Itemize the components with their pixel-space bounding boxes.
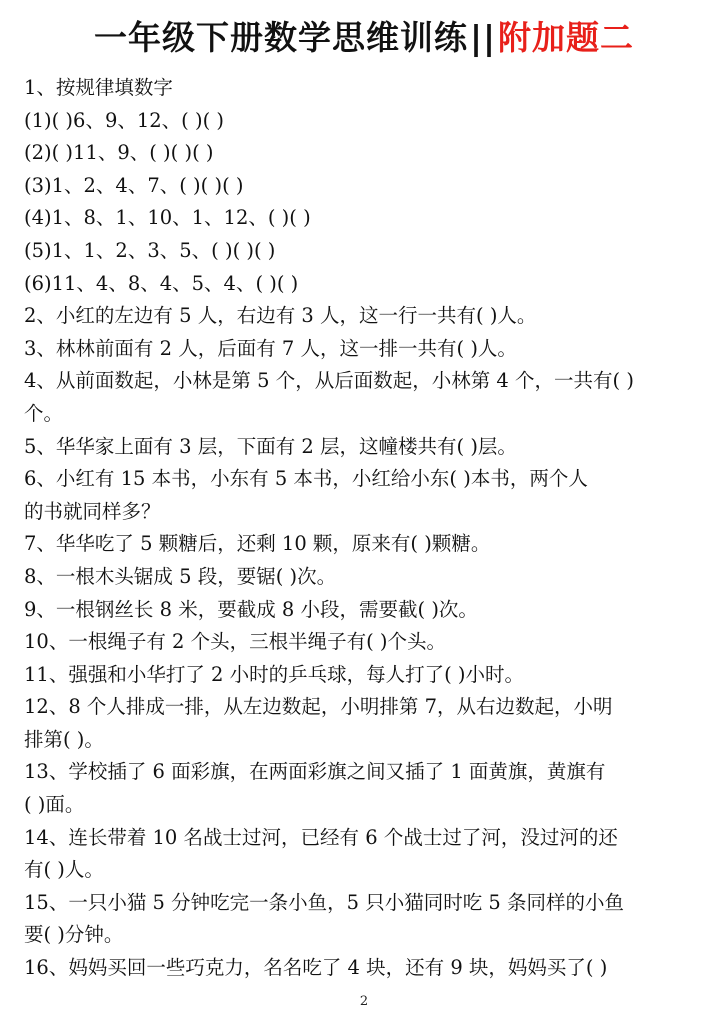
pattern-item-3: (3)1、2、4、7、( )( )( )	[24, 173, 244, 197]
title-highlight: 附加题二	[498, 18, 635, 57]
question-11: 11、强强和小华打了 2 小时的乒乓球，每人打了( )小时。	[24, 662, 525, 686]
question-6-line-2: 的书就同样多？	[24, 499, 161, 523]
pattern-item-5: (5)1、1、2、3、5、( )( )( )	[24, 238, 276, 262]
question-9: 9、一根钢丝长 8 米，要截成 8 小段，需要截( )次。	[24, 597, 478, 621]
question-6-line-1: 6、小红有 15 本书，小东有 5 本书，小红给小东( )本书，两个人	[24, 467, 588, 491]
pattern-item-6: (6)11、4、8、4、5、4、( )( )	[24, 271, 299, 295]
pattern-item-1: (1)( )6、9、12、( )( )	[24, 108, 224, 132]
question-15-line-2: 要( )分钟。	[24, 923, 124, 947]
page-number: 2	[359, 994, 369, 1009]
page-title	[0, 14, 728, 62]
question-4-line-1: 4、从前面数起，小林是第 5 个，从后面数起，小林第 4 个，一共有( )	[24, 369, 634, 393]
section-heading: 1、按规律填数字	[24, 76, 173, 99]
question-2: 2、小红的左边有 5 人，右边有 3 人，这一行一共有( )人。	[24, 304, 537, 328]
question-4-line-2: 个。	[24, 401, 64, 425]
title-main: 一年级下册数学思维训练	[93, 18, 468, 57]
question-16: 16、妈妈买回一些巧克力，名名吃了 4 块，还有 9 块，妈妈买了( )	[24, 956, 608, 980]
question-14-line-2: 有( )人。	[24, 858, 104, 882]
title-separator: ||	[469, 18, 497, 57]
question-10: 10、一根绳子有 2 个头，三根半绳子有( )个头。	[24, 630, 447, 654]
question-5: 5、华华家上面有 3 层，下面有 2 层，这幢楼共有( )层。	[24, 434, 517, 458]
pattern-item-2: (2)( )11、9、( )( )( )	[24, 141, 214, 165]
question-15-line-1: 15、一只小猫 5 分钟吃完一条小鱼，5 只小猫同时吃 5 条同样的小鱼	[24, 890, 625, 914]
pattern-item-4: (4)1、8、1、10、1、12、( )( )	[24, 206, 311, 230]
question-12-line-2: 排第( )。	[24, 727, 104, 751]
question-12-line-1: 12、8 个人排成一排，从左边数起，小明排第 7，从右边数起，小明	[24, 695, 613, 719]
question-8: 8、一根木头锯成 5 段，要锯( )次。	[24, 564, 337, 588]
question-7: 7、华华吃了 5 颗糖后，还剩 10 颗，原来有( )颗糖。	[24, 532, 491, 556]
question-14-line-1: 14、连长带着 10 名战士过河，已经有 6 个战士过了河，没过河的还	[24, 825, 618, 849]
question-list	[24, 72, 706, 985]
question-13-line-1: 13、学校插了 6 面彩旗，在两面彩旗之间又插了 1 面黄旗，黄旗有	[24, 760, 606, 784]
question-3: 3、林林前面有 2 人，后面有 7 人，这一排一共有( )人。	[24, 336, 517, 360]
question-13-line-2: ( )面。	[24, 793, 85, 817]
